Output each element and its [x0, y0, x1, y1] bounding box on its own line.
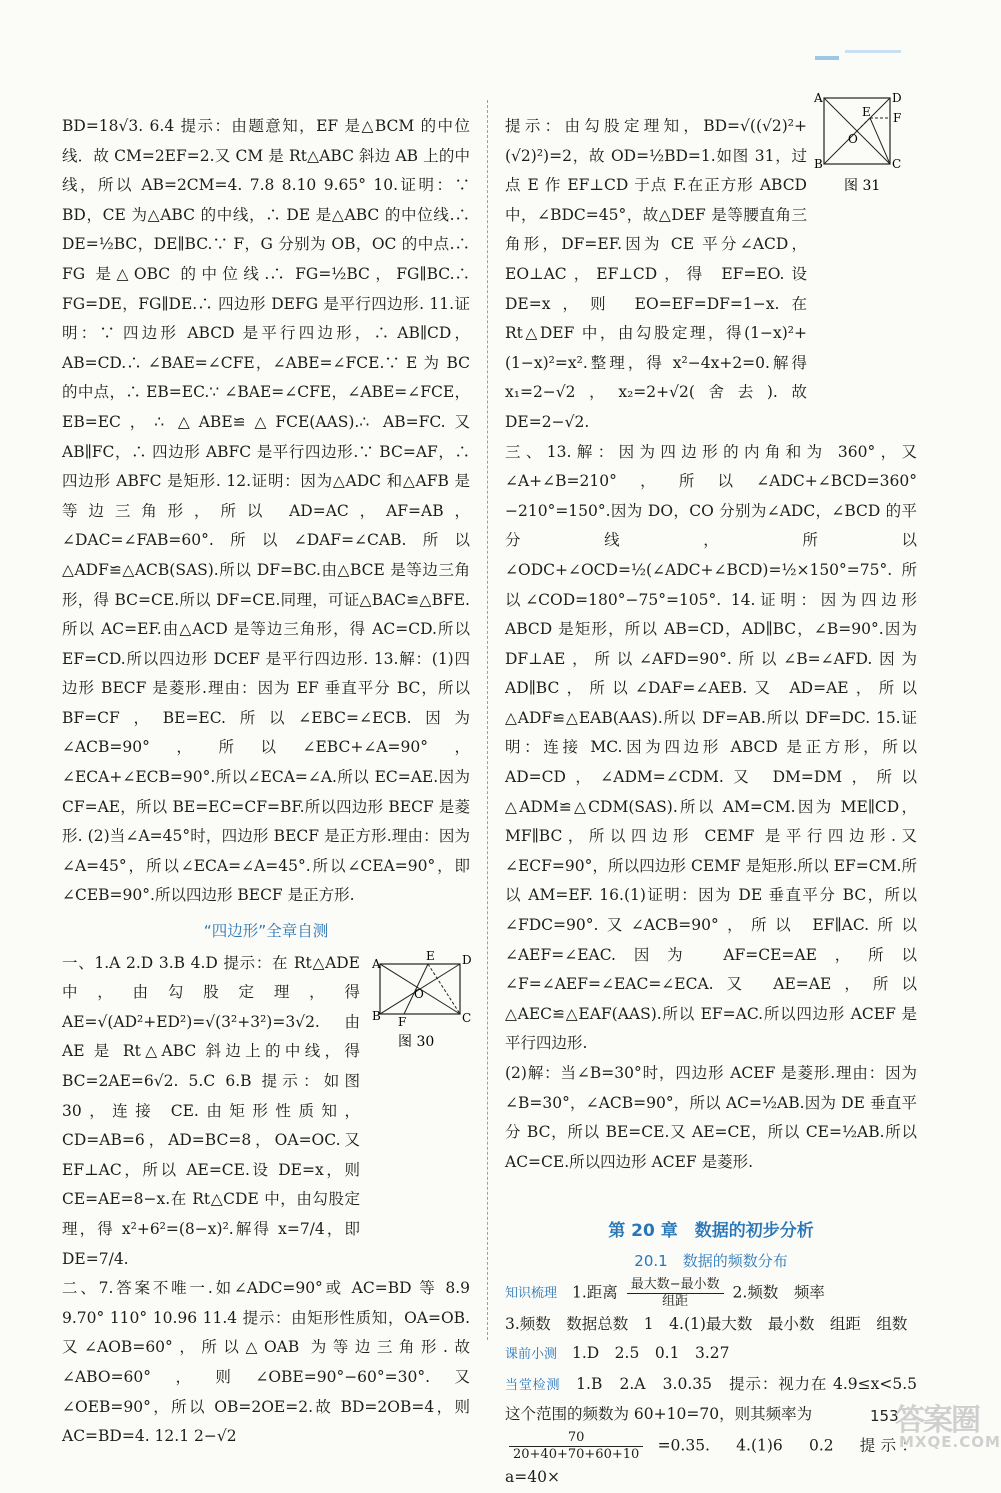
header-bar-light [845, 50, 901, 53]
classtest-fraction-line [505, 1430, 917, 1493]
fig30-label-e: E [426, 949, 435, 963]
knowledge-item-1: 1.距离 [571, 1283, 618, 1302]
fig31-label-c: C [892, 157, 902, 171]
fig30-label-o: O [414, 987, 424, 1001]
figure-31-drawing [810, 90, 914, 196]
right-column [505, 112, 917, 1493]
knowledge-item-2: 2.频数 频率 [732, 1283, 825, 1302]
watermark-line-2: MXQE.COM [899, 1433, 1001, 1451]
knowledge-summary [505, 1277, 917, 1310]
q16-part-two: (2)解：当∠B=30°时，四边形 ACEF 是菱形.理由：因为∠B=30°，∠ACB=90°，所以 AC=½AB.因为 DE 垂直平分 BC，所以 BE=CE.又 AE=CE，所以 CE=½AB.所以 AC=CE.所以四边形 ACEF 是菱形. [505, 1064, 917, 1171]
frequency-fraction-denominator: 20+40+70+60+10 [513, 1446, 640, 1462]
watermark-logo [895, 1395, 1001, 1455]
fig30-label-f: F [398, 1015, 407, 1029]
fig31-label-a: A [814, 91, 823, 105]
hint-text-block: 提示：由勾股定理知，BD=√((√2)²+(√2)²)=2，故 OD=½BD=1.如图 31，过点 E 作 EF⊥CD 于点 F.在正方形 ABCD 中，∠BDC=45°，故△DEF 是等腰直角三角形，DF=EF.因为 CE 平分∠ACD，EO⊥AC，EF⊥CD，得 EF=EO.设 DE=x，则 EO=EF=DF=1−x.在 Rt△DEF 中，由勾股定理，得(1−x)²+(1−x)²=x².整理，得 x²−4x+2=0.解得 x₁=2−√2，x₂=2+√2(舍去).故 DE=2−√2. [505, 117, 807, 431]
left-column [62, 112, 470, 1452]
pretest-answers [505, 1339, 917, 1370]
fig31-label-f: F [893, 111, 902, 125]
section-title: “四边形”全章自测 [203, 922, 329, 941]
part-three-answers: 三、13.解：因为四边形的内角和为 360°，又∠A+∠B=210°，所以∠ADC+∠BCD=360°−210°=150°.因为 DO，CO 分别为∠ADC，∠BCD 的平分线，所以∠ODC+∠OCD=½(∠ADC+∠BCD)=½×150°=75°.所以∠COD=180°−75°=105°. 14.证明：因为四边形 ABCD 是矩形，所以 AB=CD，AD∥BC，∠B=90°.因为 DF⊥AE，所以∠AFD=90°.所以∠B=∠AFD.因为 AD∥BC，所以∠DAF=∠AEB.又 AD=AE，所以△ADF≌△EAB(AAS).所以 DF=AB.所以 DF=DC. 15.证明：连接 MC.因为四边形 ABCD 是正方形，所以 AD=CD，∠ADM=∠CDM.又 DM=DM，所以△ADM≌△CDM(SAS).所以 AM=CM.因为 ME∥CD，MF∥BC，所以四边形 CEMF 是平行四边形.又∠ECF=90°，所以四边形 CEMF 是矩形.所以 EF=CM.所以 AM=EF. 16.(1)证明：因为 DE 垂直平分 BC，所以∠FDC=90°.又∠ACB=90°，所以 EF∥AC.所以∠AEF=∠EAC.因为 AF=CE=AE，所以∠F=∠AEF=∠EAC=∠ECA.又 AE=AE，所以△AEC≌△EAF(AAS).所以 EF=AC.所以四边形 ACEF 是平行四边形. [505, 442, 917, 1053]
header-bar-dark [815, 56, 839, 60]
fig31-label-e: E [862, 105, 871, 119]
range-fraction [627, 1277, 724, 1310]
page-number: 153 [870, 1407, 899, 1425]
fig31-label-d: D [892, 91, 902, 105]
answers-text-block: BD=18√3. 6.4 提示：由题意知，EF 是△BCM 的中位线．故 CM=2EF=2.又 CM 是 Rt△ABC 斜边 AB 上的中线，所以 AB=2CM=4. 7.8 8.10 9.65° 10.证明：∵ BD，CE 为△ABC 的中线，∴ DE 是△ABC 的中位线.∴ DE=½BC，DE∥BC.∵ F，G 分别为 OB，OC 的中点.∴ FG 是△OBC 的中位线.∴ FG=½BC，FG∥BC.∴ FG=DE，FG∥DE.∴ 四边形 DEFG 是平行四边形. 11.证明：∵ 四边形 ABCD 是平行四边形，∴ AB∥CD，AB=CD.∴ ∠BAE=∠CFE，∠ABE=∠FCE.∵ E 为 BC 的中点，∴ EB=EC.∵ ∠BAE=∠CFE，∠ABE=∠FCE，EB=EC，∴ △ABE≌△FCE(AAS).∴ AB=FC.又 AB∥FC，∴ 四边形 ABFC 是平行四边形.∵ BC=AF，∴ 四边形 ABFC 是矩形. 12.证明：因为△ADC 和△AFB 是等边三角形，所以 AD=AC，AF=AB，∠DAC=∠FAB=60°.所以∠DAF=∠CAB.所以△ADF≌△ACB(SAS).所以 DF=BC.由△BCE 是等边三角形，得 BC=CE.所以 DF=CE.同理，可证△BAC≌△BFE.所以 AC=EF.由△ACD 是等边三角形，得 AC=CD.所以 EF=CD.所以四边形 DCEF 是平行四边形. 13.解：(1)四边形 BECF 是菱形.理由：因为 EF 垂直平分 BC，所以 BF=CF，BE=EC.所以∠EBC=∠ECB.因为∠ACB=90°，所以∠EBC+∠A=90°，∠ECA+∠ECB=90°.所以∠ECA=∠A.所以 EC=AE.因为 CF=AE，所以 BE=EC=CF=BF.所以四边形 BECF 是菱形. (2)当∠A=45°时，四边形 BECF 是正方形.理由：因为∠A=45°，所以∠ECA=∠A=45°.所以∠CEA=90°，即∠CEB=90°.所以四边形 BECF 是正方形. [62, 117, 470, 905]
figure-30-drawing [370, 950, 470, 1050]
fig31-label-o: O [848, 132, 858, 146]
knowledge-item-3: 3.频数 数据总数 1 4.(1)最大数 最小数 组距 组数 [505, 1314, 908, 1333]
selftest-part-two: 二、7.答案不唯一.如∠ADC=90°或 AC=BD 等 8.9 9.70° 110° 10.96 11.4 提示：由矩形性质知，OA=OB.又∠AOB=60°，所以△OAB 为等边三角形.故∠ABO=60°，则∠OBE=90°−60°=30°.又∠OEB=90°，所以 OB=2OE=2.故 BD=2OB=4，则 AC=BD=4. 12.1 2−√2 [62, 1279, 470, 1446]
figure-31-caption: 图 31 [844, 178, 881, 194]
watermark-line-1: 答案圈 [895, 1403, 979, 1438]
figure-30-caption: 图 30 [398, 1034, 435, 1050]
selftest-part-one: 一、1.A 2.D 3.B 4.D 提示：在 Rt△ADE 中，由勾股定理，得 AE=√(AD²+ED²)=√(3²+3²)=3√2.由 AE 是 Rt△ABC 斜边上的中线，得 BC=2AE=6√2. 5.C 6.B 提示：如图 30，连接 CE.由矩形性质知，CD=AB=6，AD=BC=8，OA=OC.又 EF⊥AC，所以 AE=CE.设 DE=x，则 CE=AE=8−x.在 Rt△CDE 中，由勾股定理，得 x²+6²=(8−x)².解得 x=7/4，即 DE=7/4. [62, 953, 360, 1268]
frequency-fraction-numerator: 70 [509, 1430, 643, 1447]
figure-30 [370, 950, 470, 1050]
tag-pretest: 课前小测 [505, 1347, 558, 1363]
fig30-label-d: D [462, 953, 472, 967]
fig30-label-a: A [372, 957, 381, 971]
frequency-fraction [509, 1430, 643, 1463]
chapter-subtitle: 20.1 数据的频数分布 [634, 1251, 788, 1270]
range-fraction-numerator: 最大数−最小数 [627, 1277, 724, 1294]
tag-knowledge: 知识梳理 [505, 1286, 558, 1302]
classtest-text: 1.B 2.A 3.0.35 提示：视力在 4.9≤x<5.5 这个范围的频数为 60+10=70，则其频率为 [505, 1374, 917, 1424]
fig30-label-b: B [372, 1009, 381, 1023]
pretest-text: 1.D 2.5 0.1 3.27 [571, 1344, 730, 1363]
column-divider [487, 100, 488, 1340]
classtest-answers [505, 1370, 917, 1430]
fig31-label-b: B [814, 157, 823, 171]
range-fraction-denominator: 组距 [662, 1293, 689, 1309]
header-decoration [815, 40, 905, 66]
tag-classtest: 当堂检测 [505, 1377, 561, 1393]
chapter-title: 第 20 章 数据的初步分析 [608, 1221, 814, 1242]
fig30-label-c: C [462, 1011, 472, 1025]
classtest-tail: =0.35. 4.(1)6 0.2 提示：a=40× [505, 1436, 917, 1486]
figure-31 [810, 90, 914, 196]
